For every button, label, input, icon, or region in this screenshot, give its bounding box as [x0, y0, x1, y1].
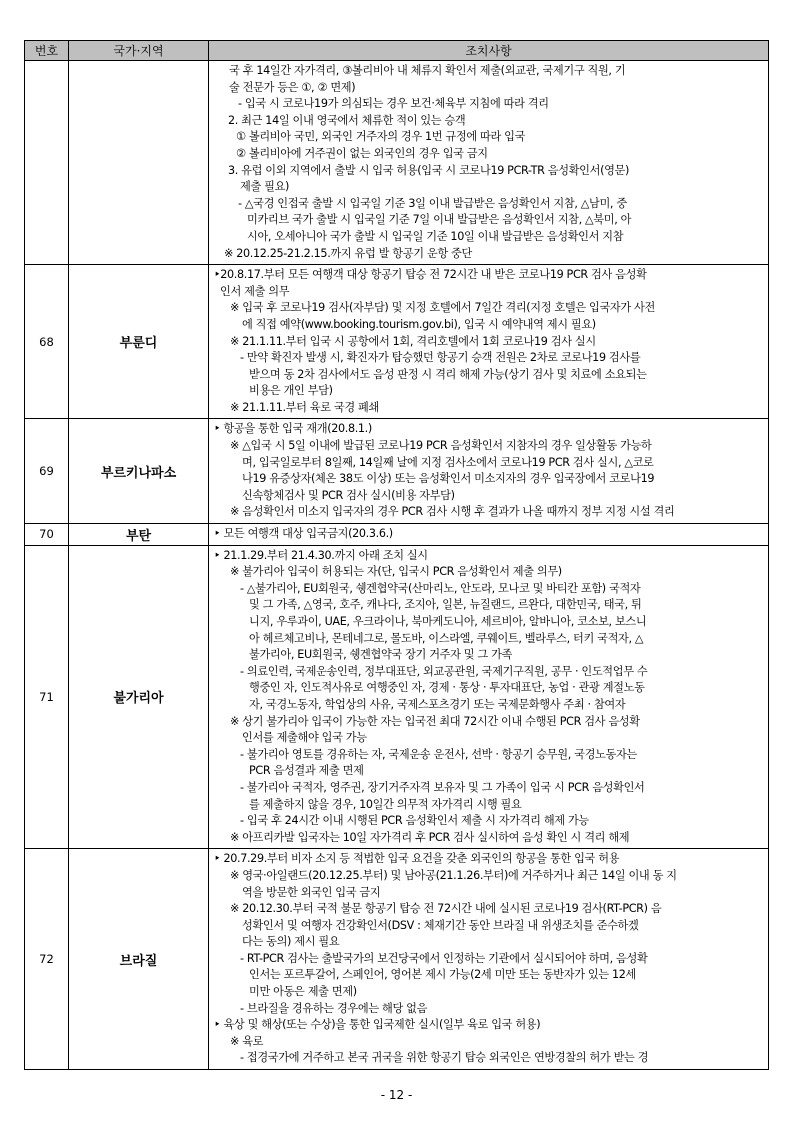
measure-line: - 입국 후 24시간 이내 시행된 PCR 음성확인서 제출 시 자가격리 해제 가능 [240, 814, 589, 828]
measure-line: ① 볼리비아 국민, 외국인 거주자의 경우 1번 규정에 따라 입국 [236, 130, 526, 144]
measure-line: 를 제출하지 않을 경우, 10일간 의무적 자가격리 시행 필요 [249, 797, 522, 811]
measure-line: ※ 입국 후 코로나19 검사(자부담) 및 지정 호텔에서 7일간 격리(지정 호텔은 입국자가 사전 [230, 301, 655, 315]
measures-cell [209, 61, 769, 265]
measures-cell [209, 419, 769, 524]
measure-line: ※ 육로 [230, 1034, 264, 1048]
country-name: 불가리아 [69, 545, 209, 849]
table-row [25, 419, 769, 524]
measure-line: 아 헤르체고비나, 몬테네그로, 몰도바, 이스라엘, 쿠웨이트, 벨라루스, 터키 국적자, △ [249, 631, 644, 645]
measure-line: - 접경국가에 거주하고 본국 귀국을 위한 항공기 탑승 외국인은 연방경찰의 허가 받는 경 [240, 1051, 649, 1065]
row-number: 68 [25, 265, 69, 419]
measure-line: 에 직접 예약(www.booking.tourism.gov.bi), 입국 시 예약내역 제시 필요) [242, 317, 596, 331]
measures-table [24, 40, 769, 1070]
table-header-row [25, 41, 769, 61]
measure-line: 역을 방문한 외국인 입국 금지 [242, 885, 381, 899]
page-number: - 12 - [380, 1088, 413, 1102]
measure-line: 자, 국경노동자, 학업상의 사유, 국제스포츠경기 또는 국제문화행사 주최 · 참여자 [249, 697, 626, 711]
measure-line: ‣20.8.17.부터 모든 여행객 대상 항공기 탑승 전 72시간 내 받은 코로나19 PCR 검사 음성확 [214, 268, 647, 282]
measure-line: 불가리아, EU회원국, 쉥겐협약국 장기 거주자 및 그 가족 [249, 648, 513, 662]
row-number: 69 [25, 419, 69, 524]
measure-line: - 불가리아 영토를 경유하는 자, 국제운송 운전사, 선박 · 항공기 승무원, 국경노동자는 [240, 747, 637, 761]
measure-line: ② 볼리비아에 거주권이 없는 외국인의 경우 입국 금지 [236, 146, 488, 160]
measure-line: 받으며 동 2차 검사에서도 음성 판정 시 격리 해제 가능(상기 검사 및 치료에 소요되는 [249, 367, 647, 381]
measure-line: ‣ 항공을 통한 입국 재개(20.8.1.) [214, 422, 372, 436]
measures-cell [209, 849, 769, 1070]
header-measures: 조치사항 [209, 41, 769, 61]
table-row [25, 524, 769, 546]
measure-line: 성확인서 및 여행자 건강확인서(DSV : 체재기간 동안 브라질 내 위생조치를 준수하겠 [242, 918, 639, 932]
measure-line: ※ 음성확인서 미소지 입국자의 경우 PCR 검사 시행 후 결과가 나올 때까지 정부 지정 시설 격리 [230, 505, 675, 519]
measure-line: - 불가리아 국적자, 영주권, 장기거주자격 보유자 및 그 가족이 입국 시 PCR 음성확인서 [240, 780, 645, 794]
measure-line: ※ 20.12.30.부터 국적 불문 항공기 탑승 전 72시간 내에 실시된 코로나19 검사(RT-PCR) 음 [230, 902, 662, 916]
table-body [25, 61, 769, 1070]
measure-line: 술 전문가 등은 ①, ② 면제) [229, 80, 356, 94]
measures-cell [209, 545, 769, 849]
measure-line: ※ 21.1.11.부터 입국 시 공항에서 1회, 격리호텔에서 1회 코로나19 검사 실시 [230, 334, 596, 348]
measure-line: ※ 아프리카발 입국자는 10일 자가격리 후 PCR 검사 실시하여 음성 확인 시 격리 해제 [230, 830, 630, 844]
measure-line: 인서 제출 의무 [220, 284, 290, 298]
measure-line: 나19 유증상자(체온 38도 이상) 또는 음성확인서 미소지자의 경우 입국장에서 코로나19 [242, 472, 655, 486]
measure-line: - 의료인력, 국제운송인력, 정부대표단, 외교공관원, 국제기구직원, 공무 · 인도적업무 수 [240, 664, 648, 678]
measure-line: 및 그 가족, △영국, 호주, 캐나다, 조지아, 일본, 뉴질랜드, 르완다, 대한민국, 태국, 튀 [249, 598, 642, 612]
table-row [25, 61, 769, 265]
measure-line: - 입국 시 코로나19가 의심되는 경우 보건·체육부 지침에 따라 격리 [238, 97, 549, 111]
measure-line: 인서는 포르투갈어, 스페인어, 영어본 제시 가능(2세 미만 또는 동반자가 있는 12세 [249, 968, 636, 982]
table-row [25, 545, 769, 849]
table-row [25, 265, 769, 419]
measure-line: 비용은 개인 부담) [249, 384, 333, 398]
measure-line: ※ 20.12.25-21.2.15.까지 유럽 발 항공기 운항 중단 [224, 246, 472, 260]
measure-line: PCR 음성결과 제출 면제 [249, 764, 364, 778]
row-number: 70 [25, 524, 69, 546]
measures-cell [209, 265, 769, 419]
row-number: 71 [25, 545, 69, 849]
header-country: 국가·지역 [69, 41, 209, 61]
measure-line: - △불가리아, EU회원국, 쉥겐협약국(산마리노, 안도라, 모나코 및 바티칸 포함) 국적자 [240, 581, 641, 595]
header-number: 번호 [25, 41, 69, 61]
measure-line: 며, 입국일로부터 8일째, 14일째 날에 지정 검사소에서 코로나19 PCR 검사 실시, △코로 [242, 455, 654, 469]
row-number: 72 [25, 849, 69, 1070]
table-row [25, 849, 769, 1070]
measure-line: ※ 상기 불가리아 입국이 가능한 자는 입국전 최대 72시간 이내 수행된 PCR 검사 음성확 [230, 714, 640, 728]
measure-line: 미카리브 국가 출발 시 입국일 기준 7일 이내 발급받은 음성확인서 지참, △북미, 아 [247, 213, 632, 227]
country-name: 브라질 [69, 849, 209, 1070]
measure-line: 니지, 우루과이, UAE, 우크라이나, 북마케도니아, 세르비아, 알바니아, 코소보, 보스니 [249, 615, 647, 628]
measure-line: 행중인 자, 인도적사유로 여행중인 자, 경제 · 통상 · 투자대표단, 농업 · 관광 계절노동 [249, 681, 645, 695]
measure-line: ※ △입국 시 5일 이내에 발급된 코로나19 PCR 음성확인서 지참자의 경우 일상활동 가능하 [230, 439, 652, 453]
measure-line: 시아, 오세아니아 국가 출발 시 입국일 기준 10일 이내 발급받은 음성확인서 지참 [247, 229, 624, 243]
measure-line: ※ 21.1.11.부터 육로 국경 폐쇄 [230, 400, 379, 414]
measure-line: 신속항체검사 및 PCR 검사 실시(비용 자부담) [242, 488, 455, 502]
measure-line: - 브라질을 경유하는 경우에는 해당 없음 [240, 1001, 428, 1015]
measure-line: 국 후 14일간 자가격리, ③볼리비아 내 체류지 확인서 제출(외교관, 국제기구 직원, 기 [229, 64, 626, 77]
measure-line: 2. 최근 14일 이내 영국에서 체류한 적이 있는 승객 [228, 113, 466, 127]
measure-line: 미만 아동은 제출 면제) [249, 985, 357, 999]
measure-line: ‣ 20.7.29.부터 비자 소지 등 적법한 입국 요건을 갖춘 외국인의 항공을 통한 입국 허용 [214, 852, 620, 866]
measure-line: ‣ 21.1.29.부터 21.4.30.까지 아래 조치 실시 [214, 548, 428, 562]
measure-line: 다는 동의) 제시 필요 [242, 935, 340, 949]
measure-line: - △국경 인접국 출발 시 입국일 기준 3일 이내 발급받은 음성확인서 지참, △남미, 중 [238, 196, 627, 210]
country-name [69, 61, 209, 265]
measure-line: - RT-PCR 검사는 출발국가의 보건당국에서 인정하는 기관에서 실시되어야 하며, 음성확 [240, 951, 648, 965]
measure-line: ‣ 육상 및 해상(또는 수상)을 통한 입국제한 실시(일부 육로 입국 허용) [214, 1018, 541, 1032]
measures-cell [209, 524, 769, 546]
measure-line: 인서를 제출해야 입국 가능 [242, 731, 367, 745]
measure-line: 제출 필요) [240, 180, 290, 194]
measure-line: - 만약 확진자 발생 시, 확진자가 탑승했던 항공기 승객 전원은 2차로 코로나19 검사를 [240, 351, 641, 365]
country-name: 부르키나파소 [69, 419, 209, 524]
country-name: 부룬디 [69, 265, 209, 419]
row-number [25, 61, 69, 265]
country-name: 부탄 [69, 524, 209, 546]
measure-line: ※ 영국·아일랜드(20.12.25.부터) 및 남아공(21.1.26.부터)에 거주하거나 최근 14일 이내 동 지 [230, 868, 677, 882]
measure-line: ※ 불가리아 입국이 허용되는 자(단, 입국시 PCR 음성확인서 제출 의무) [230, 565, 562, 579]
measure-line: ‣ 모든 여행객 대상 입국금지(20.3.6.) [214, 527, 393, 541]
measure-line: 3. 유럽 이외 지역에서 출발 시 입국 허용(입국 시 코로나19 PCR-TR 음성확인서(영문) [228, 163, 630, 177]
